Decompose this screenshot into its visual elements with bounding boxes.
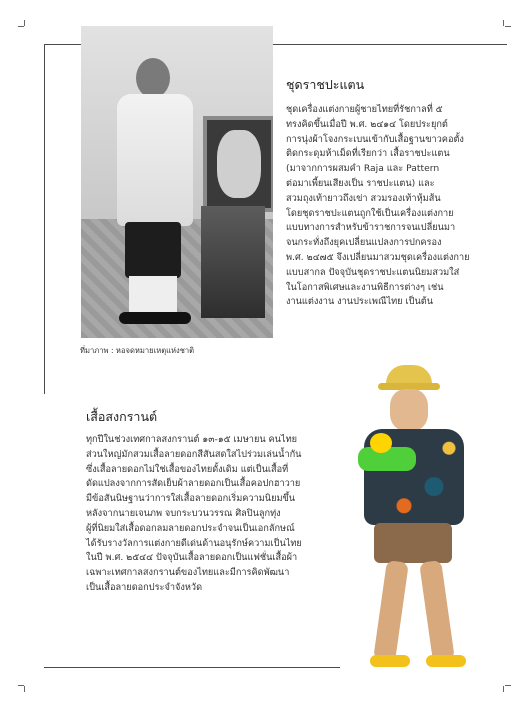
body-line: ผู้ที่นิยมใส่เสื้อดอกลมลายดอกประจำจนเป็นเอกลักษณ์	[86, 522, 295, 534]
body-line: ส่วนใหญ่มักสวมเสื้อลายดอกสีสันสดใสไปร่วมเล่นน้ำกัน	[86, 448, 302, 460]
right-leg	[419, 560, 455, 662]
crop-mark	[505, 26, 511, 27]
shorts	[374, 523, 452, 563]
chong-kraben	[125, 222, 181, 278]
body-line: เป็นเสื้อลายดอกประจำจังหวัด	[86, 581, 203, 593]
body-line: สวมถุงเท้ายาวถึงเข่า สวมรองเท้าหุ้มส้น	[286, 192, 441, 204]
section-title-songkran-shirt: เสื้อสงกรานต์	[86, 409, 158, 424]
body-line: ในโอกาสพิเศษและงานพิธีการต่างๆ เช่น	[286, 281, 444, 293]
body-line: ได้รับรางวัลการแต่งกายดีเด่นด้านอนุรักษ์ความเป็นไทย	[86, 537, 302, 549]
historical-portrait-photo	[81, 26, 273, 338]
section-body-songkran-shirt	[86, 433, 348, 596]
body-line: (มาจากการผสมคำ Raja และ Pattern	[286, 163, 440, 175]
framed-portrait	[203, 116, 273, 212]
body-line: แบบสากล ปัจจุบันชุดราชปะแตนนิยมสวมใส่	[286, 266, 460, 278]
right-sandal	[426, 655, 466, 667]
water-gun-tank	[370, 433, 392, 453]
crop-mark	[24, 20, 25, 26]
body-line: ทุกปีในช่วงเทศกาลสงกรานต์ ๑๓-๑๕ เมษายน คนไทย	[86, 434, 298, 445]
songkran-model-photo	[340, 355, 490, 690]
crop-mark	[503, 20, 504, 26]
model-face	[390, 389, 428, 431]
body-line: พ.ศ. ๒๔๗๕ จึงเปลี่ยนมาสวมชุดเครื่องแต่งกาย	[286, 251, 470, 263]
crop-mark	[18, 26, 24, 27]
section-body-raj-pattern	[286, 103, 492, 310]
crop-mark	[505, 685, 511, 686]
crop-mark	[503, 686, 504, 692]
body-line: โดยชุดราชปะแตนถูกใช้เป็นเครื่องแต่งกาย	[286, 207, 454, 219]
crop-mark	[18, 685, 24, 686]
left-sandal	[370, 655, 410, 667]
figure-head	[136, 58, 170, 98]
body-line: ติดกระดุมห้าเม็ดที่เรียกว่า เสื้อราชปะแตน	[286, 148, 450, 160]
body-line: การนุ่งผ้าโจงกระเบนเข้ากับเสื้อฐานขาวคอตั้ง	[286, 133, 464, 145]
raj-pattern-jacket	[117, 94, 193, 226]
body-line: เฉพาะเทศกาลสงกรานต์ของไทยและมีการคิดพัฒนา	[86, 567, 290, 579]
body-line: แบบทางการสำหรับข้าราชการจนเปลี่ยนมา	[286, 222, 456, 234]
body-line: ชุดเครื่องแต่งกายผู้ชายไทยที่รัชกาลที่ ๕	[286, 104, 443, 115]
body-line: จนกระทั่งถึงยุคเปลี่ยนแปลงการปกครอง	[286, 237, 442, 249]
frame-left-rule	[44, 44, 45, 394]
photo-caption: ที่มาภาพ : หอจดหมายเหตุแห่งชาติ	[80, 346, 195, 355]
section-title-raj-pattern: ชุดราชปะแตน	[286, 77, 365, 92]
body-line: ดัดแปลงจากการสัดเย็บผ้าลายดอกเป็นเสื้อคอปกฮาวาย	[86, 478, 301, 490]
body-line: ซึ่งเสื้อลายดอกไม่ใช่เสื้อของไทยดั้งเดิม แต่เป็นเสื้อที่	[86, 463, 289, 475]
body-line: มีข้อสันนิษฐานว่าการใส่เสื้อลายดอกเริ่มความนิยมขึ้น	[86, 493, 296, 505]
left-leg	[373, 560, 409, 662]
portrait-stand	[201, 206, 265, 318]
body-line: ต่อมาเพี้ยนเสียงเป็น ราชปะแตน) และ	[286, 177, 435, 189]
body-line: ในปี พ.ศ. ๒๕๔๔ ปัจจุบันเสื้อลายดอกเป็นแฟชั่นเสื้อผ้า	[86, 552, 298, 564]
body-line: หลังจากนายเจนภพ จบกระบวนวรรณ ศิลปินลูกทุ่ง	[86, 507, 281, 519]
shoes	[119, 312, 191, 324]
long-socks	[129, 276, 177, 316]
body-line: งานแต่งงาน งานประเพณีไทย เป็นต้น	[286, 296, 433, 308]
body-line: ทรงคิดขึ้นเมื่อปี พ.ศ. ๒๔๑๔ โดยประยุกต์	[286, 118, 448, 130]
crop-mark	[24, 686, 25, 692]
